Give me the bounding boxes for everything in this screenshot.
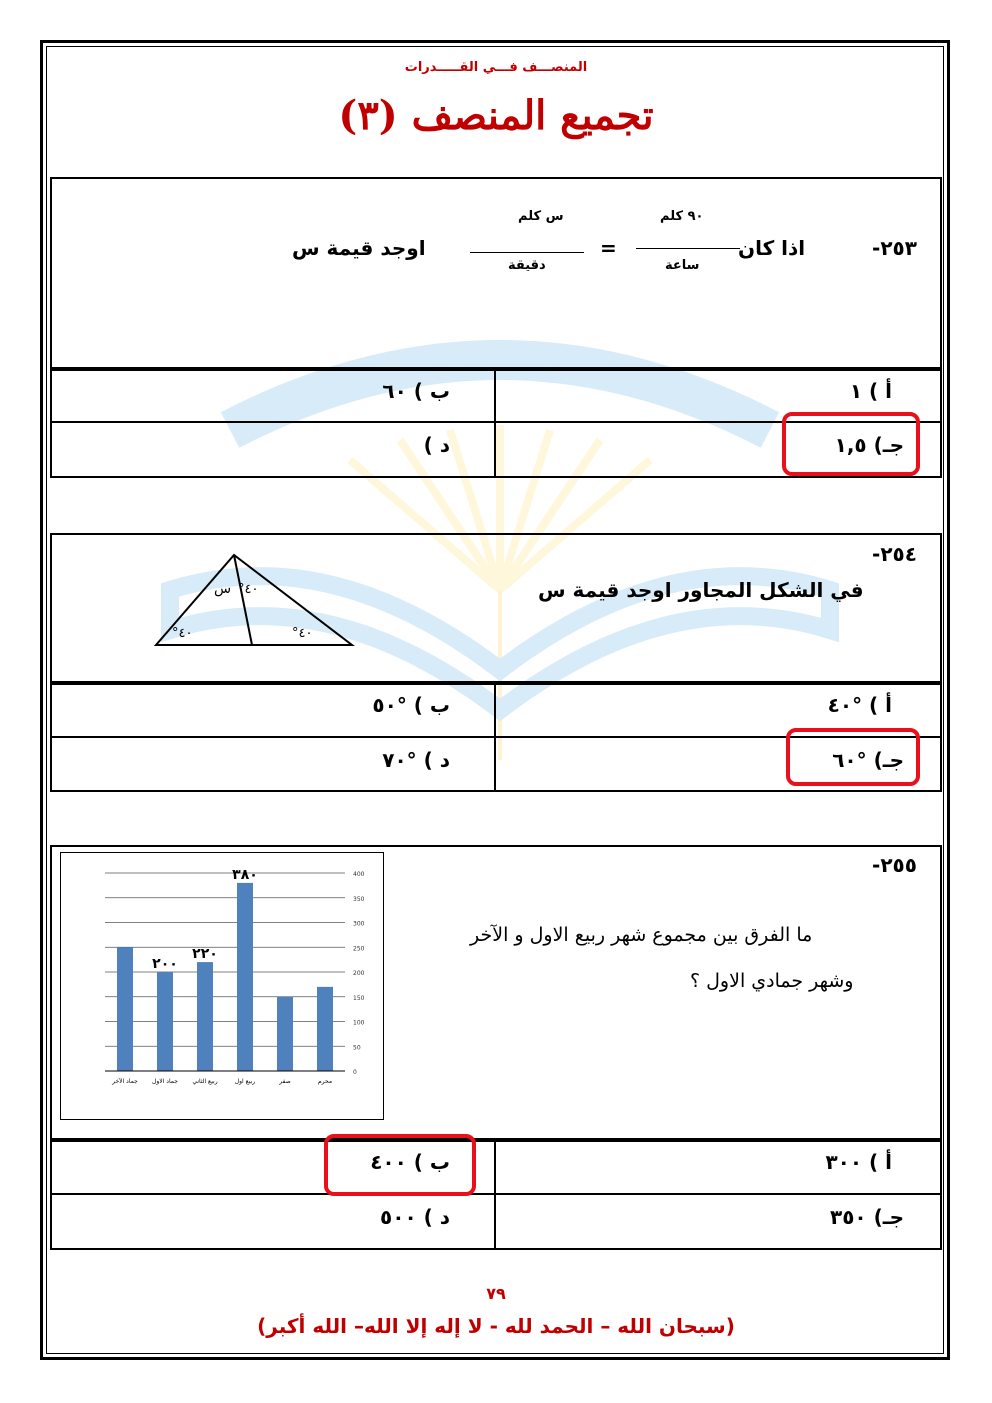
y-tick-label: 300 <box>353 920 365 928</box>
bar <box>117 947 133 1071</box>
choice-b[interactable] <box>50 367 496 423</box>
y-tick-label: 250 <box>353 945 365 953</box>
choice-label: أ ) ١ <box>849 379 892 403</box>
angle-top-label: °٤٠ <box>238 582 259 597</box>
x-tick-label: ربيع اول <box>234 1078 256 1085</box>
correct-answer-mark <box>324 1134 476 1196</box>
choice-b[interactable] <box>50 681 496 738</box>
fraction2-numerator: س كلم <box>518 209 564 224</box>
question-number: ٢٥٣- <box>872 236 917 260</box>
y-tick-label: 350 <box>353 895 365 903</box>
bar <box>157 972 173 1071</box>
x-tick-label: صفر <box>279 1078 291 1085</box>
correct-answer-mark <box>786 728 920 786</box>
choice-label: أ ) °٤٠ <box>827 693 892 717</box>
y-tick-label: 100 <box>353 1019 365 1027</box>
fraction1-numerator: ٩٠ كلم <box>660 209 704 224</box>
choice-c[interactable] <box>494 1193 942 1250</box>
x-tick-label: جماد الاول <box>152 1078 178 1085</box>
choice-label: ب ) ٦٠ <box>382 379 450 403</box>
bar <box>197 962 213 1071</box>
question-if: اذا كان <box>738 236 806 260</box>
y-tick-label: 50 <box>353 1044 361 1052</box>
choice-label: جـ) °٦٠ <box>832 748 904 772</box>
choice-label: ب ) °٥٠ <box>372 693 450 717</box>
site-name: المنصـــف فـــي القـــــدرات <box>404 60 588 75</box>
choice-d[interactable] <box>50 1193 496 1250</box>
question-number: ٢٥٤- <box>872 542 917 566</box>
choice-label: ب ) ٤٠٠ <box>370 1150 450 1174</box>
y-tick-label: 200 <box>353 970 365 977</box>
choice-a[interactable] <box>494 1138 942 1195</box>
question-number: ٢٥٥- <box>872 853 917 877</box>
y-tick-label: 150 <box>353 994 365 1002</box>
bar <box>237 883 253 1071</box>
equals-sign: = <box>600 236 617 260</box>
data-label: ٢٢٠ <box>192 946 218 963</box>
correct-answer-mark <box>782 412 920 476</box>
page-title: تجميع المنصف (٣) <box>338 92 654 139</box>
question-text-line1: ما الفرق بين مجموع شهر ربيع الاول و الآخر <box>470 924 813 946</box>
choice-label: د ) ٥٠٠ <box>380 1205 450 1229</box>
question-text: في الشكل المجاور اوجد قيمة س <box>538 578 864 602</box>
x-tick-label: جماد الآخر <box>112 1078 138 1085</box>
fraction2-bar <box>470 252 584 253</box>
choice-label: د ) <box>423 433 450 457</box>
question-253-box <box>50 177 942 371</box>
question-text-line2: وشهر جمادي الاول ؟ <box>690 970 854 992</box>
y-tick-label: 400 <box>353 871 365 878</box>
fraction1-denominator: ساعة <box>665 258 700 273</box>
fraction1-bar <box>636 248 740 249</box>
choice-label: د ) °٧٠ <box>382 748 450 772</box>
bar <box>317 987 333 1071</box>
angle-x-label: س <box>214 581 232 597</box>
y-tick-label: 0 <box>353 1069 357 1076</box>
bar-chart-frame <box>60 852 384 1120</box>
footer-dhikr: (سبحان الله – الحمد لله - لا إله إلا الله– الله أكبر) <box>257 1314 735 1338</box>
choice-label: أ ) ٣٠٠ <box>825 1150 892 1174</box>
angle-right-label: °٤٠ <box>292 626 313 641</box>
choice-d[interactable] <box>50 421 496 478</box>
data-label: ٣٨٠ <box>232 866 258 883</box>
choice-label: جـ) ٣٥٠ <box>830 1205 904 1229</box>
choice-d[interactable] <box>50 736 496 792</box>
triangle-figure <box>150 545 360 655</box>
bar <box>277 997 293 1071</box>
angle-left-label: °٤٠ <box>172 626 193 641</box>
x-tick-label: ربيع الثاني <box>192 1078 218 1085</box>
x-tick-label: محرم <box>317 1078 333 1085</box>
choice-label: جـ) ١,٥ <box>834 433 904 457</box>
fraction2-denominator: دقيقة <box>508 258 546 273</box>
bar-chart <box>61 853 383 1119</box>
data-label: ٢٠٠ <box>152 956 178 972</box>
page-number: ٧٩ <box>486 1284 506 1303</box>
question-ask: اوجد قيمة س <box>292 236 426 260</box>
